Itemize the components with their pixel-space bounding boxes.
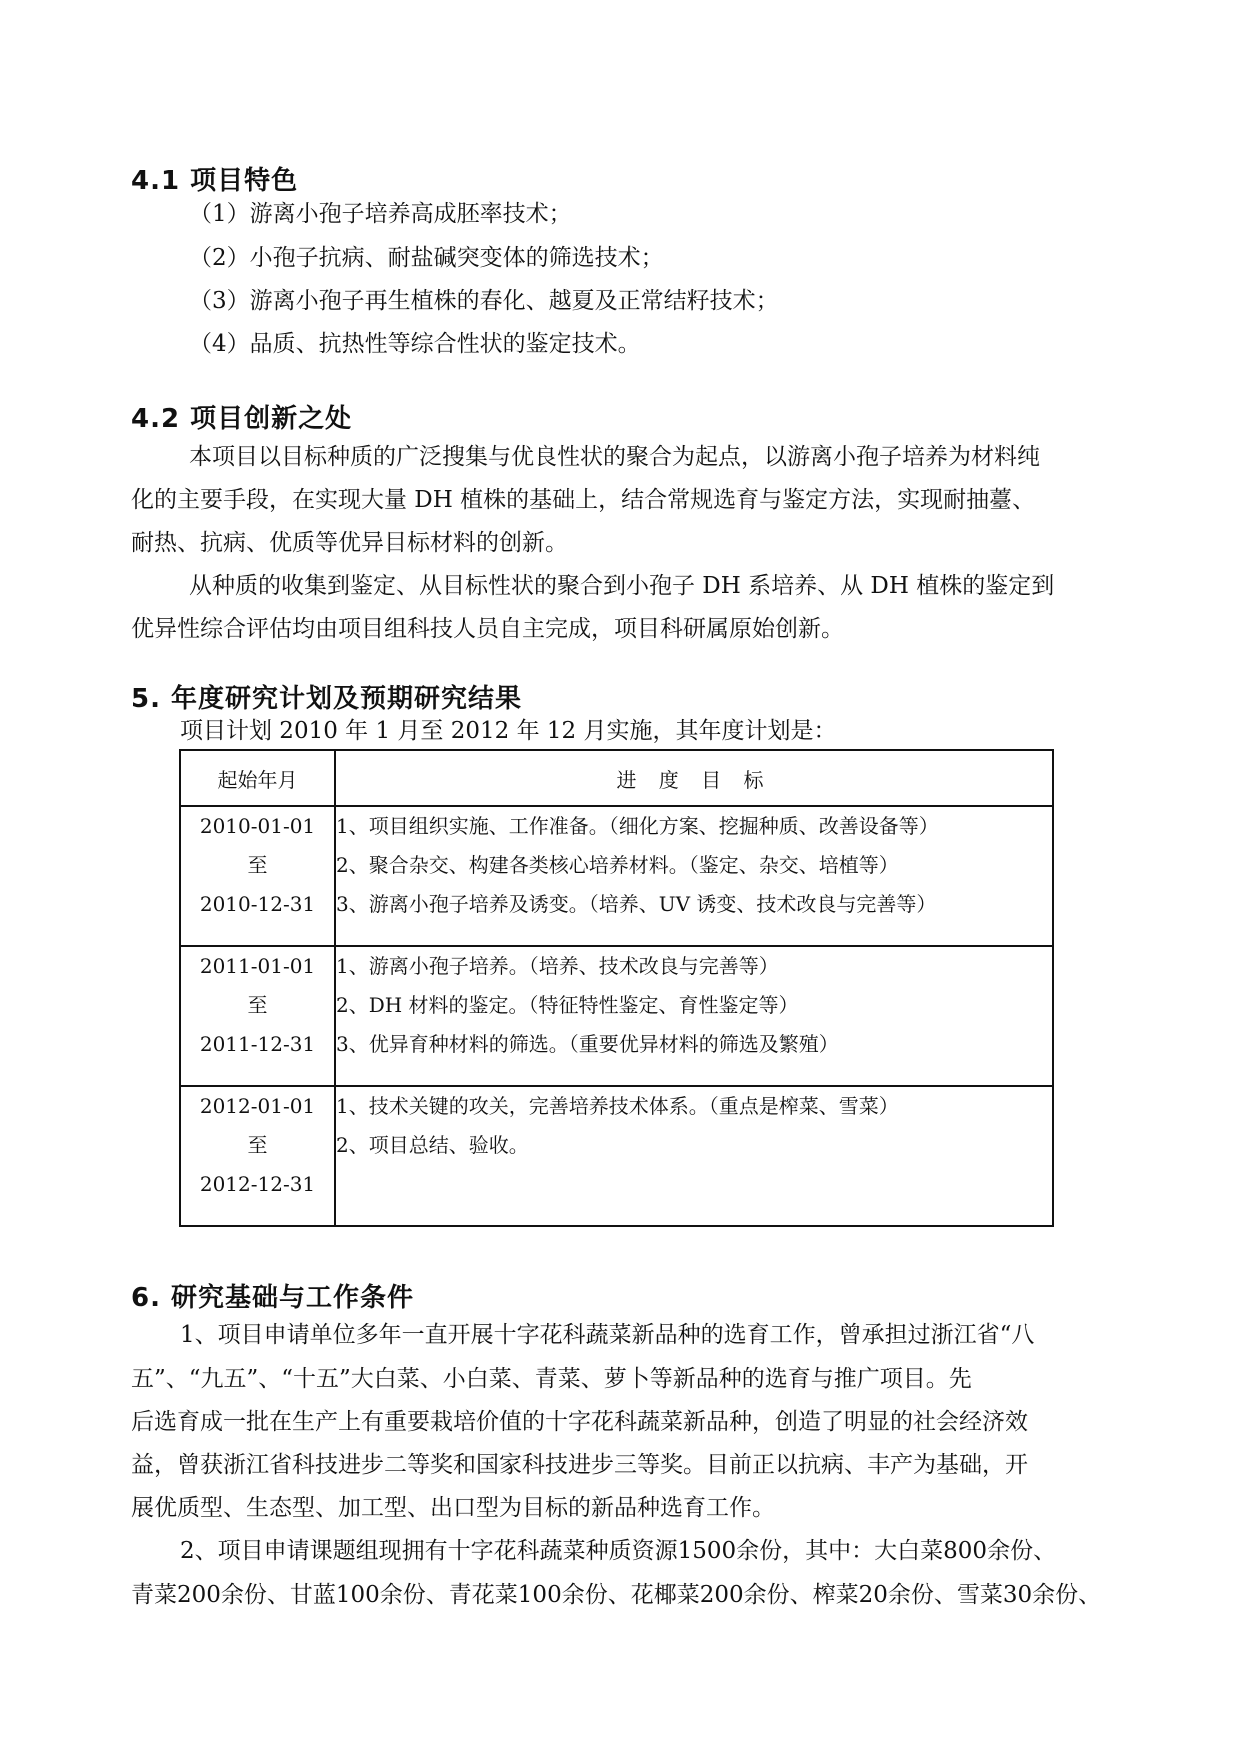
- goal-item: 1、游离小孢子培养。（培养、技术改良与完善等）: [336, 954, 779, 978]
- end-date: 2011-12-31: [199, 1032, 316, 1056]
- feature-item: （4）品质、抗热性等综合性状的鉴定技术。: [189, 331, 641, 357]
- start-date: 2010-01-01: [199, 814, 316, 838]
- section-6-title: 6. 研究基础与工作条件: [131, 1283, 415, 1313]
- table-row: [180, 806, 1053, 946]
- header-goals: 进 度 目 标: [335, 750, 1053, 806]
- paragraph-line: 优异性综合评估均由项目组科技人员自主完成，项目科研属原始创新。: [131, 616, 844, 642]
- goal-item: 3、优异育种材料的筛选。（重要优异材料的筛选及繁殖）: [336, 1032, 839, 1056]
- paragraph-line: 2、项目申请课题组现拥有十字花科蔬菜种质资源1500余份，其中：大白菜800余份、: [180, 1538, 1057, 1564]
- paragraph-line: 青菜200余份、甘蓝100余份、青花菜100余份、花椰菜200余份、榨菜20余份、雪菜30余份、: [131, 1582, 1102, 1608]
- paragraph-line: 本项目以目标种质的广泛搜集与优良性状的聚合为起点，以游离小孢子培养为材料纯: [189, 444, 1040, 470]
- date-to: 至: [247, 993, 268, 1017]
- paragraph-line: 化的主要手段，在实现大量 DH 植株的基础上，结合常规选育与鉴定方法，实现耐抽薹、: [131, 487, 1036, 513]
- section-4-2-title: 4.2 项目创新之处: [131, 404, 353, 434]
- paragraph-line: 益，曾获浙江省科技进步二等奖和国家科技进步三等奖。目前正以抗病、丰产为基础，开: [131, 1452, 1028, 1478]
- goals-cell: [335, 806, 1053, 946]
- header-start-date: 起始年月: [180, 750, 335, 806]
- paragraph-line: 从种质的收集到鉴定、从目标性状的聚合到小孢子 DH 系培养、从 DH 植株的鉴定到: [189, 573, 1055, 599]
- goals-cell: [335, 1086, 1053, 1226]
- table-row: [180, 1086, 1053, 1226]
- paragraph-line: 后选育成一批在生产上有重要栽培价值的十字花科蔬菜新品种，创造了明显的社会经济效: [131, 1409, 1028, 1435]
- goal-item: 1、项目组织实施、工作准备。（细化方案、挖掘种质、改善设备等）: [336, 814, 939, 838]
- section-4-1-title: 4.1 项目特色: [131, 166, 299, 196]
- paragraph-line: 耐热、抗病、优质等优异目标材料的创新。: [131, 530, 568, 556]
- feature-item: （2）小孢子抗病、耐盐碱突变体的筛选技术；: [189, 245, 664, 271]
- start-date: 2012-01-01: [199, 1094, 316, 1118]
- end-date: 2012-12-31: [199, 1172, 316, 1196]
- feature-item: （1）游离小孢子培养高成胚率技术；: [189, 201, 572, 227]
- paragraph-line: 展优质型、生态型、加工型、出口型为目标的新品种选育工作。: [131, 1495, 775, 1521]
- date-cell: [180, 1086, 335, 1226]
- date-cell: [180, 946, 335, 1086]
- plan-intro: 项目计划 2010 年 1 月至 2012 年 12 月实施，其年度计划是：: [180, 718, 837, 744]
- date-cell: [180, 806, 335, 946]
- annual-plan-table: [179, 749, 1054, 1227]
- goal-item: 2、聚合杂交、构建各类核心培养材料。（鉴定、杂交、培植等）: [336, 853, 899, 877]
- date-to: 至: [247, 853, 268, 877]
- table-row: [180, 946, 1053, 1086]
- feature-item: （3）游离小孢子再生植株的春化、越夏及正常结籽技术；: [189, 288, 779, 314]
- goal-item: 3、游离小孢子培养及诱变。（培养、UV 诱变、技术改良与完善等）: [336, 892, 937, 916]
- goal-item: 1、技术关键的攻关，完善培养技术体系。（重点是榨菜、雪菜）: [336, 1094, 899, 1118]
- goals-cell: [335, 946, 1053, 1086]
- goal-item: 2、项目总结、验收。: [336, 1133, 529, 1157]
- paragraph-line: 1、项目申请单位多年一直开展十字花科蔬菜新品种的选育工作，曾承担过浙江省“八: [180, 1322, 1035, 1348]
- date-to: 至: [247, 1133, 268, 1157]
- end-date: 2010-12-31: [199, 892, 316, 916]
- goal-item: 2、DH 材料的鉴定。（特征特性鉴定、育性鉴定等）: [336, 993, 799, 1017]
- table-header-row: [180, 750, 1053, 806]
- paragraph-line: 五”、“九五”、“十五”大白菜、小白菜、青菜、萝卜等新品种的选育与推广项目。先: [131, 1366, 972, 1392]
- start-date: 2011-01-01: [199, 954, 316, 978]
- section-5-title: 5. 年度研究计划及预期研究结果: [131, 684, 523, 714]
